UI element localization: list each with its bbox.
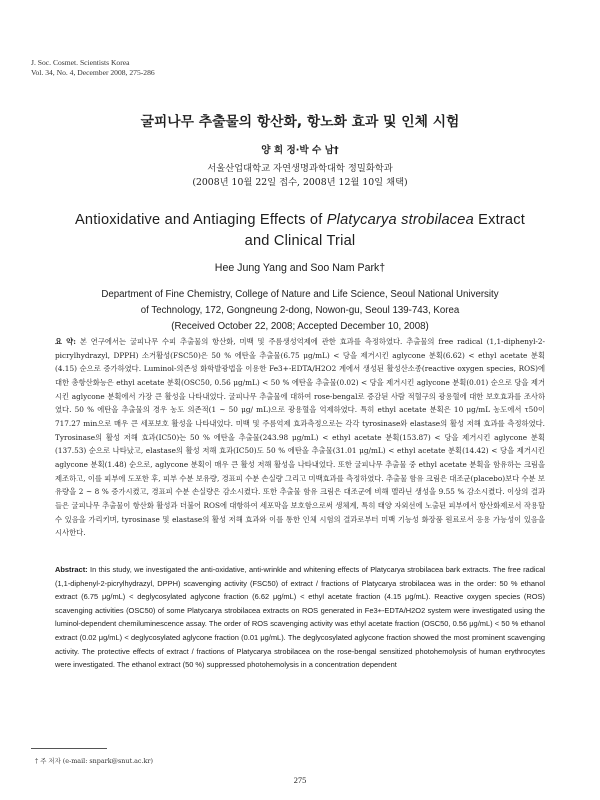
page-number: 275	[293, 776, 307, 785]
english-title-line2: and Clinical Trial	[244, 233, 356, 249]
english-affiliation-line1: Department of Fine Chemistry, College of Nature and Life Science, Seoul National University	[101, 289, 499, 300]
english-title-part2: Extract	[473, 212, 525, 228]
english-abstract-label: Abstract:	[55, 565, 88, 574]
footnote-rule	[31, 748, 107, 749]
english-affiliation-line2: of Technology, 172, Gongneung 2-dong, Nowon-gu, Seoul 139-743, Korea	[140, 305, 460, 316]
footnote: † 주 저자 (e-mail: snpark@snut.ac.kr)	[35, 757, 153, 765]
journal-issue: Vol. 34, No. 4, December 2008, 275-286	[31, 68, 155, 77]
korean-abstract-label: 요 약:	[55, 337, 76, 346]
running-header	[31, 58, 155, 78]
korean-abstract	[55, 335, 545, 540]
english-abstract-text: In this study, we investigated the anti-oxidative, anti-wrinkle and whitening effects of Platycarya strobilacea bark extracts. The free radical (1,1-diphenyl-2-picrylhydrazyl, DPPH) scavenging activity (FSC50) of extract / fractions of Platycarya strobilacea was in the order: 50 % ethanol extract (6.75 μg/mL) < deglycosylated aglycone fraction (6.62 μg/mL) < ethyl acetate fraction (4.15 μg/mL). Reactive oxygen species (ROS) scavenging activities (OSC50) of some Platycarya strobilacea extracts on ROS generated in Fe3+-EDTA/H2O2 system were investigated using the luminol-dependent chemiluminescence assay. The order of ROS scavenging activity was ethyl acetate fraction (OSC50, 0.56 μg/mL) < 50 % ethanol extract (0.02 μg/mL) < deglycosylated aglycone fraction (0.01 μg/mL). The deglycosylated aglycone fraction showed the most prominent scavenging activity. The protective effects of extract / fractions of Platycarya strobilacea on the rose-bengal sensitized photohemolysis of human erythrocytes were investigated. The ethanol extract (50 %) suppressed photohemolysis in a concentration dependent	[55, 565, 545, 670]
korean-authors: 양 희 정·박 수 남†	[261, 145, 339, 156]
korean-affiliation: 서울산업대학교 자연생명과학대학 정밀화학과	[207, 163, 393, 174]
english-affiliation-block	[60, 287, 540, 335]
english-authors: Hee Jung Yang and Soo Nam Park†	[214, 262, 386, 274]
korean-affiliation-block	[0, 162, 600, 190]
english-title	[0, 210, 600, 252]
korean-dates: (2008년 10월 22일 접수, 2008년 12월 10일 채택)	[192, 177, 408, 188]
english-dates: (Received October 22, 2008; Accepted December 10, 2008)	[171, 321, 429, 332]
journal-name: J. Soc. Cosmet. Scientists Korea	[31, 58, 130, 67]
english-title-part1: Antioxidative and Antiaging Effects of	[75, 212, 327, 228]
korean-abstract-text: 본 연구에서는 굴피나무 수피 추출물의 항산화, 미백 및 주름생성억제에 관한 효과를 측정하였다. 추출물의 free radical (1,1-diphenyl-2-picrylhydrazyl, DPPH) 소거활성(FSC50)은 50 % 에탄올 추출물(6.75 μg/mL) < 당을 제거시킨 aglycone 분획(6.62) < ethyl acetate 분획(4.15) 순으로 증가하였다. Luminol-의존성 화학발광법을 이용한 Fe3+-EDTA/H2O2 계에서 생성된 활성산소종(reactive oxygen species, ROS)에 대한 총항산화능은 ethyl acetate 분획(OSC50, 0.56 μg/mL) < 50 % 에탄올 추출물(0.02) < 당을 제거시킨 aglycone 분획(0.01) 순으로 당을 제거시킨 aglycone 분획에서 가장 큰 활성을 나타내었다. 굴피나무 추출물에 대하여 rose-bengal로 증감된 사람 적혈구의 광용혈에 대한 보호효과를 조사하였다. 50 % 에탄올 추출물의 경우 농도 의존적(1 ~ 50 μg/ mL)으로 광용혈을 억제하였다. 특히 ethyl acetate 분획은 10 μg/mL 농도에서 τ50이 717.27 min으로 매우 큰 세포보호 활성을 나타내었다. 미백 및 주름억제 효과측정으로는 각각 tyrosinase와 elastase의 활성 저해 효과를 측정하였다. Tyrosinase의 활성 저해 효과(IC50)는 50 % 에탄올 추출물(243.98 μg/mL) < ethyl acetate 분획(153.87) < 당을 제거시킨 aglycone 분획(137.53) 순으로 나타났고, elastase의 활성 저해 효과(IC50)도 50 % 에탄올 추출물(31.01 μg/mL) < ethyl acetate 분획(14.42) < 당을 제거시킨 aglycone 분획(1.48) 순으로, aglycone 분획이 매우 큰 활성 저해 활성을 나타내었다. 또한 굴피나무 추출물 중 ethyl acetate 분획을 함유하는 크림을 제조하고, 이를 피부에 도포한 후, 피부 수분 보유량, 경표피 수분 손실량 그리고 미백효과를 측정하였다. 추출물 함유 크림은 대조군(placebo)보다 수분 보유량을 2 ~ 8 % 증가시켰고, 경표피 수분 손실량은 감소시켰다. 또한 추출물 함유 크림은 대조군에 비해 멜라닌 생성을 9.55 % 감소시켰다. 이상의 결과들은 굴피나무 추출물이 항산화 활성과 더불어 ROS에 대항하여 세포막을 보호함으로써 생체계, 특히 태양 자외선에 노출된 피부에서 항산화제로서 작용할 수 있음을 가리키며, tyrosinase 및 elastase의 활성 저해 효과와 이를 통한 인체 시험의 결과로부터 미백 기능성 화장품 원료로서 응용 가능성이 있음을 시사한다.	[55, 337, 545, 538]
english-title-species: Platycarya strobilacea	[326, 212, 474, 228]
korean-title: 굴피나무 추출물의 항산화, 항노화 효과 및 인체 시험	[140, 114, 460, 130]
english-abstract	[55, 563, 545, 672]
